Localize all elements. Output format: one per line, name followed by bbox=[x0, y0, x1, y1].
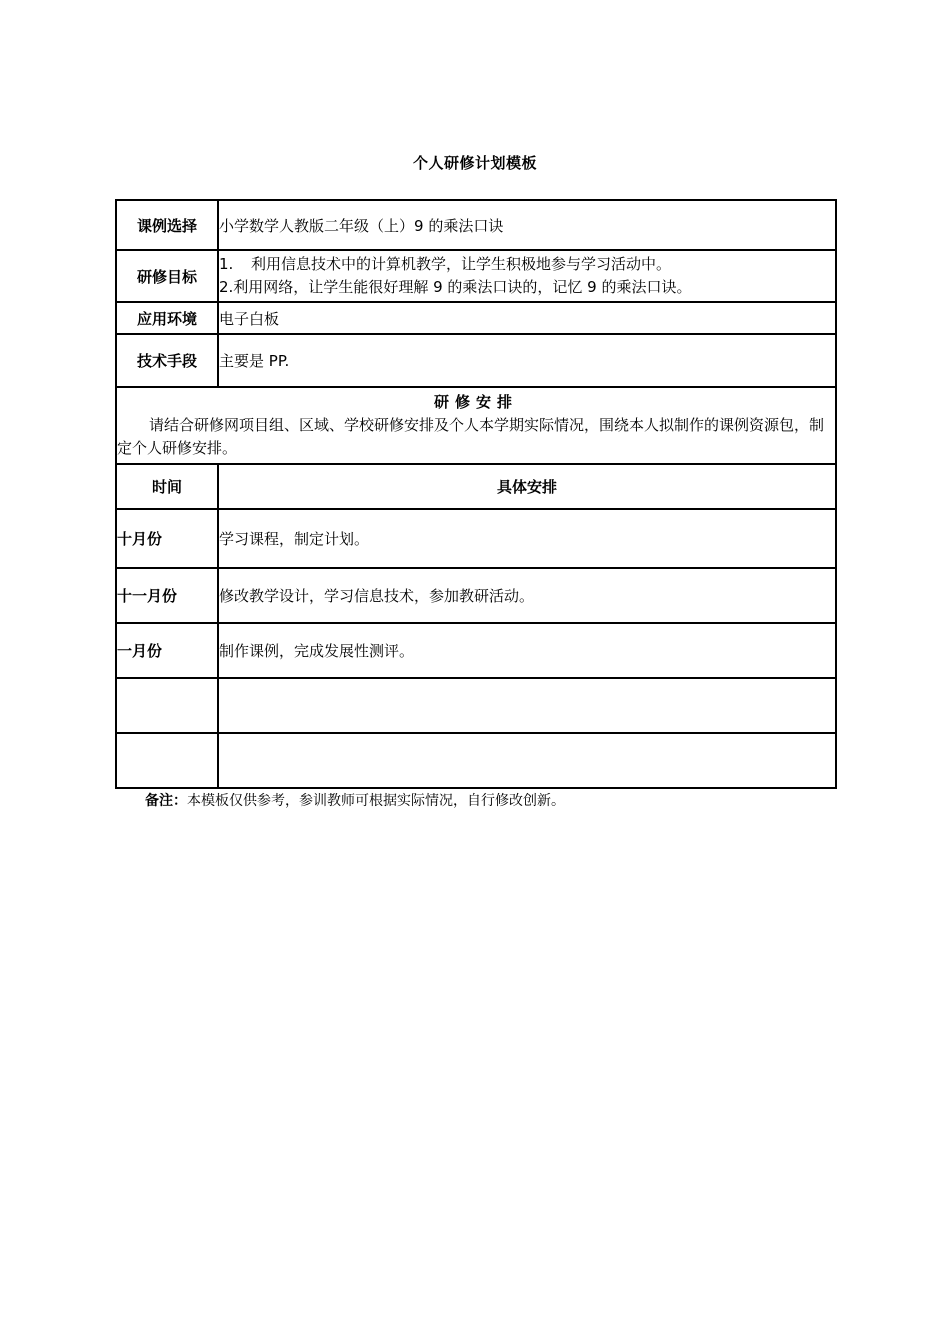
goal-row bbox=[116, 250, 836, 302]
arrangement-heading: 研修安排 bbox=[433, 393, 518, 411]
arrangement-cell bbox=[116, 387, 836, 464]
schedule-detail: 学习课程，制定计划。 bbox=[218, 509, 836, 568]
schedule-detail: 修改教学设计，学习信息技术，参加教研活动。 bbox=[218, 568, 836, 623]
schedule-header-row bbox=[116, 464, 836, 509]
schedule-row bbox=[116, 678, 836, 733]
tech-value: 主要是 PP. bbox=[218, 334, 836, 387]
tech-label: 技术手段 bbox=[116, 334, 218, 387]
goal-item-1-number: 1. bbox=[219, 255, 234, 273]
schedule-row bbox=[116, 568, 836, 623]
env-label: 应用环境 bbox=[116, 302, 218, 334]
footnote bbox=[145, 790, 565, 810]
document-title: 个人研修计划模板 bbox=[412, 154, 537, 172]
plan-table bbox=[115, 199, 837, 789]
footnote-text: 本模板仅供参考，参训教师可根据实际情况，自行修改创新。 bbox=[187, 793, 565, 809]
col-detail-header: 具体安排 bbox=[218, 464, 836, 509]
case-label: 课例选择 bbox=[116, 200, 218, 250]
schedule-detail bbox=[218, 733, 836, 788]
tech-row bbox=[116, 334, 836, 387]
schedule-month bbox=[116, 678, 218, 733]
case-row bbox=[116, 200, 836, 250]
goal-item-2: 2.利用网络，让学生能很好理解 9 的乘法口诀的，记忆 9 的乘法口诀。 bbox=[219, 278, 692, 296]
schedule-row bbox=[116, 733, 836, 788]
col-time-header: 时间 bbox=[116, 464, 218, 509]
schedule-row bbox=[116, 623, 836, 678]
goal-value bbox=[218, 250, 836, 302]
footnote-label: 备注： bbox=[145, 793, 187, 809]
schedule-detail bbox=[218, 678, 836, 733]
env-row bbox=[116, 302, 836, 334]
schedule-detail: 制作课例，完成发展性测评。 bbox=[218, 623, 836, 678]
arrangement-row bbox=[116, 387, 836, 464]
schedule-month bbox=[116, 733, 218, 788]
schedule-month: 十月份 bbox=[116, 509, 218, 568]
env-value: 电子白板 bbox=[218, 302, 836, 334]
goal-label: 研修目标 bbox=[116, 250, 218, 302]
goal-item-1 bbox=[219, 253, 835, 276]
case-value: 小学数学人教版二年级（上）9 的乘法口诀 bbox=[218, 200, 836, 250]
schedule-month: 十一月份 bbox=[116, 568, 218, 623]
goal-item-1-text: 利用信息技术中的计算机教学，让学生积极地参与学习活动中。 bbox=[251, 255, 672, 273]
arrangement-description: 请结合研修网项目组、区域、学校研修安排及个人本学期实际情况，围绕本人拟制作的课例资源包，制定个人研修安排。 bbox=[117, 416, 825, 457]
schedule-row bbox=[116, 509, 836, 568]
schedule-month: 一月份 bbox=[116, 623, 218, 678]
